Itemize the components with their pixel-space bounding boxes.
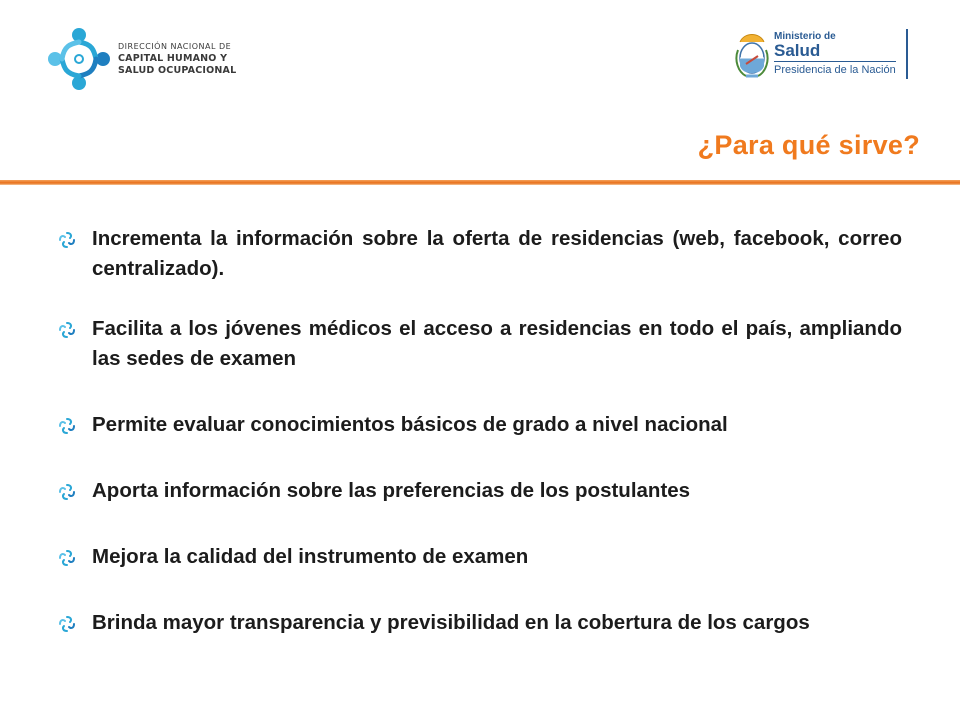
bullet-item	[56, 410, 902, 440]
bullet-item	[56, 314, 902, 374]
bullet-item	[56, 608, 902, 638]
slide-title: ¿Para qué sirve?	[697, 130, 920, 160]
bullet-text: Facilita a los jóvenes médicos el acceso a residencias en todo el país, ampliando las sedes de examen	[92, 317, 902, 370]
bullet-text: Aporta información sobre las preferencias de los postulantes	[92, 479, 691, 502]
org-name-line1: DIRECCIÓN NACIONAL DE	[118, 42, 232, 51]
bullet-icon	[58, 321, 76, 339]
bullet-item	[56, 476, 902, 506]
org-name-line3: SALUD OCUPACIONAL	[118, 65, 237, 76]
ministry-name	[774, 29, 908, 79]
bullet-text: Permite evaluar conocimientos básicos de grado a nivel nacional	[92, 413, 728, 436]
bullet-text: Mejora la calidad del instrumento de examen	[92, 545, 529, 568]
bullet-item	[56, 542, 902, 572]
bullet-text: Brinda mayor transparencia y previsibilidad en la cobertura de los cargos	[92, 611, 810, 634]
bullet-icon	[58, 231, 76, 249]
org-logo	[46, 26, 236, 92]
bullet-icon	[58, 549, 76, 567]
bullet-icon	[58, 417, 76, 435]
bullet-icon	[58, 483, 76, 501]
ministry-line3: Presidencia de la Nación	[774, 61, 896, 77]
bullet-text: Incrementa la información sobre la oferta de residencias (web, facebook, correo centralizado).	[92, 227, 902, 280]
bullet-icon	[58, 615, 76, 633]
org-logo-icon	[46, 26, 112, 92]
coat-of-arms-icon	[734, 28, 770, 80]
org-name	[118, 41, 236, 77]
bullet-item	[56, 224, 902, 284]
org-name-line2: CAPITAL HUMANO Y	[118, 53, 228, 64]
title-divider	[0, 180, 960, 185]
bullet-list	[56, 224, 902, 638]
ministry-logo	[734, 28, 908, 80]
ministry-line2: Salud	[774, 41, 821, 60]
ministry-line1: Ministerio de	[774, 31, 836, 42]
